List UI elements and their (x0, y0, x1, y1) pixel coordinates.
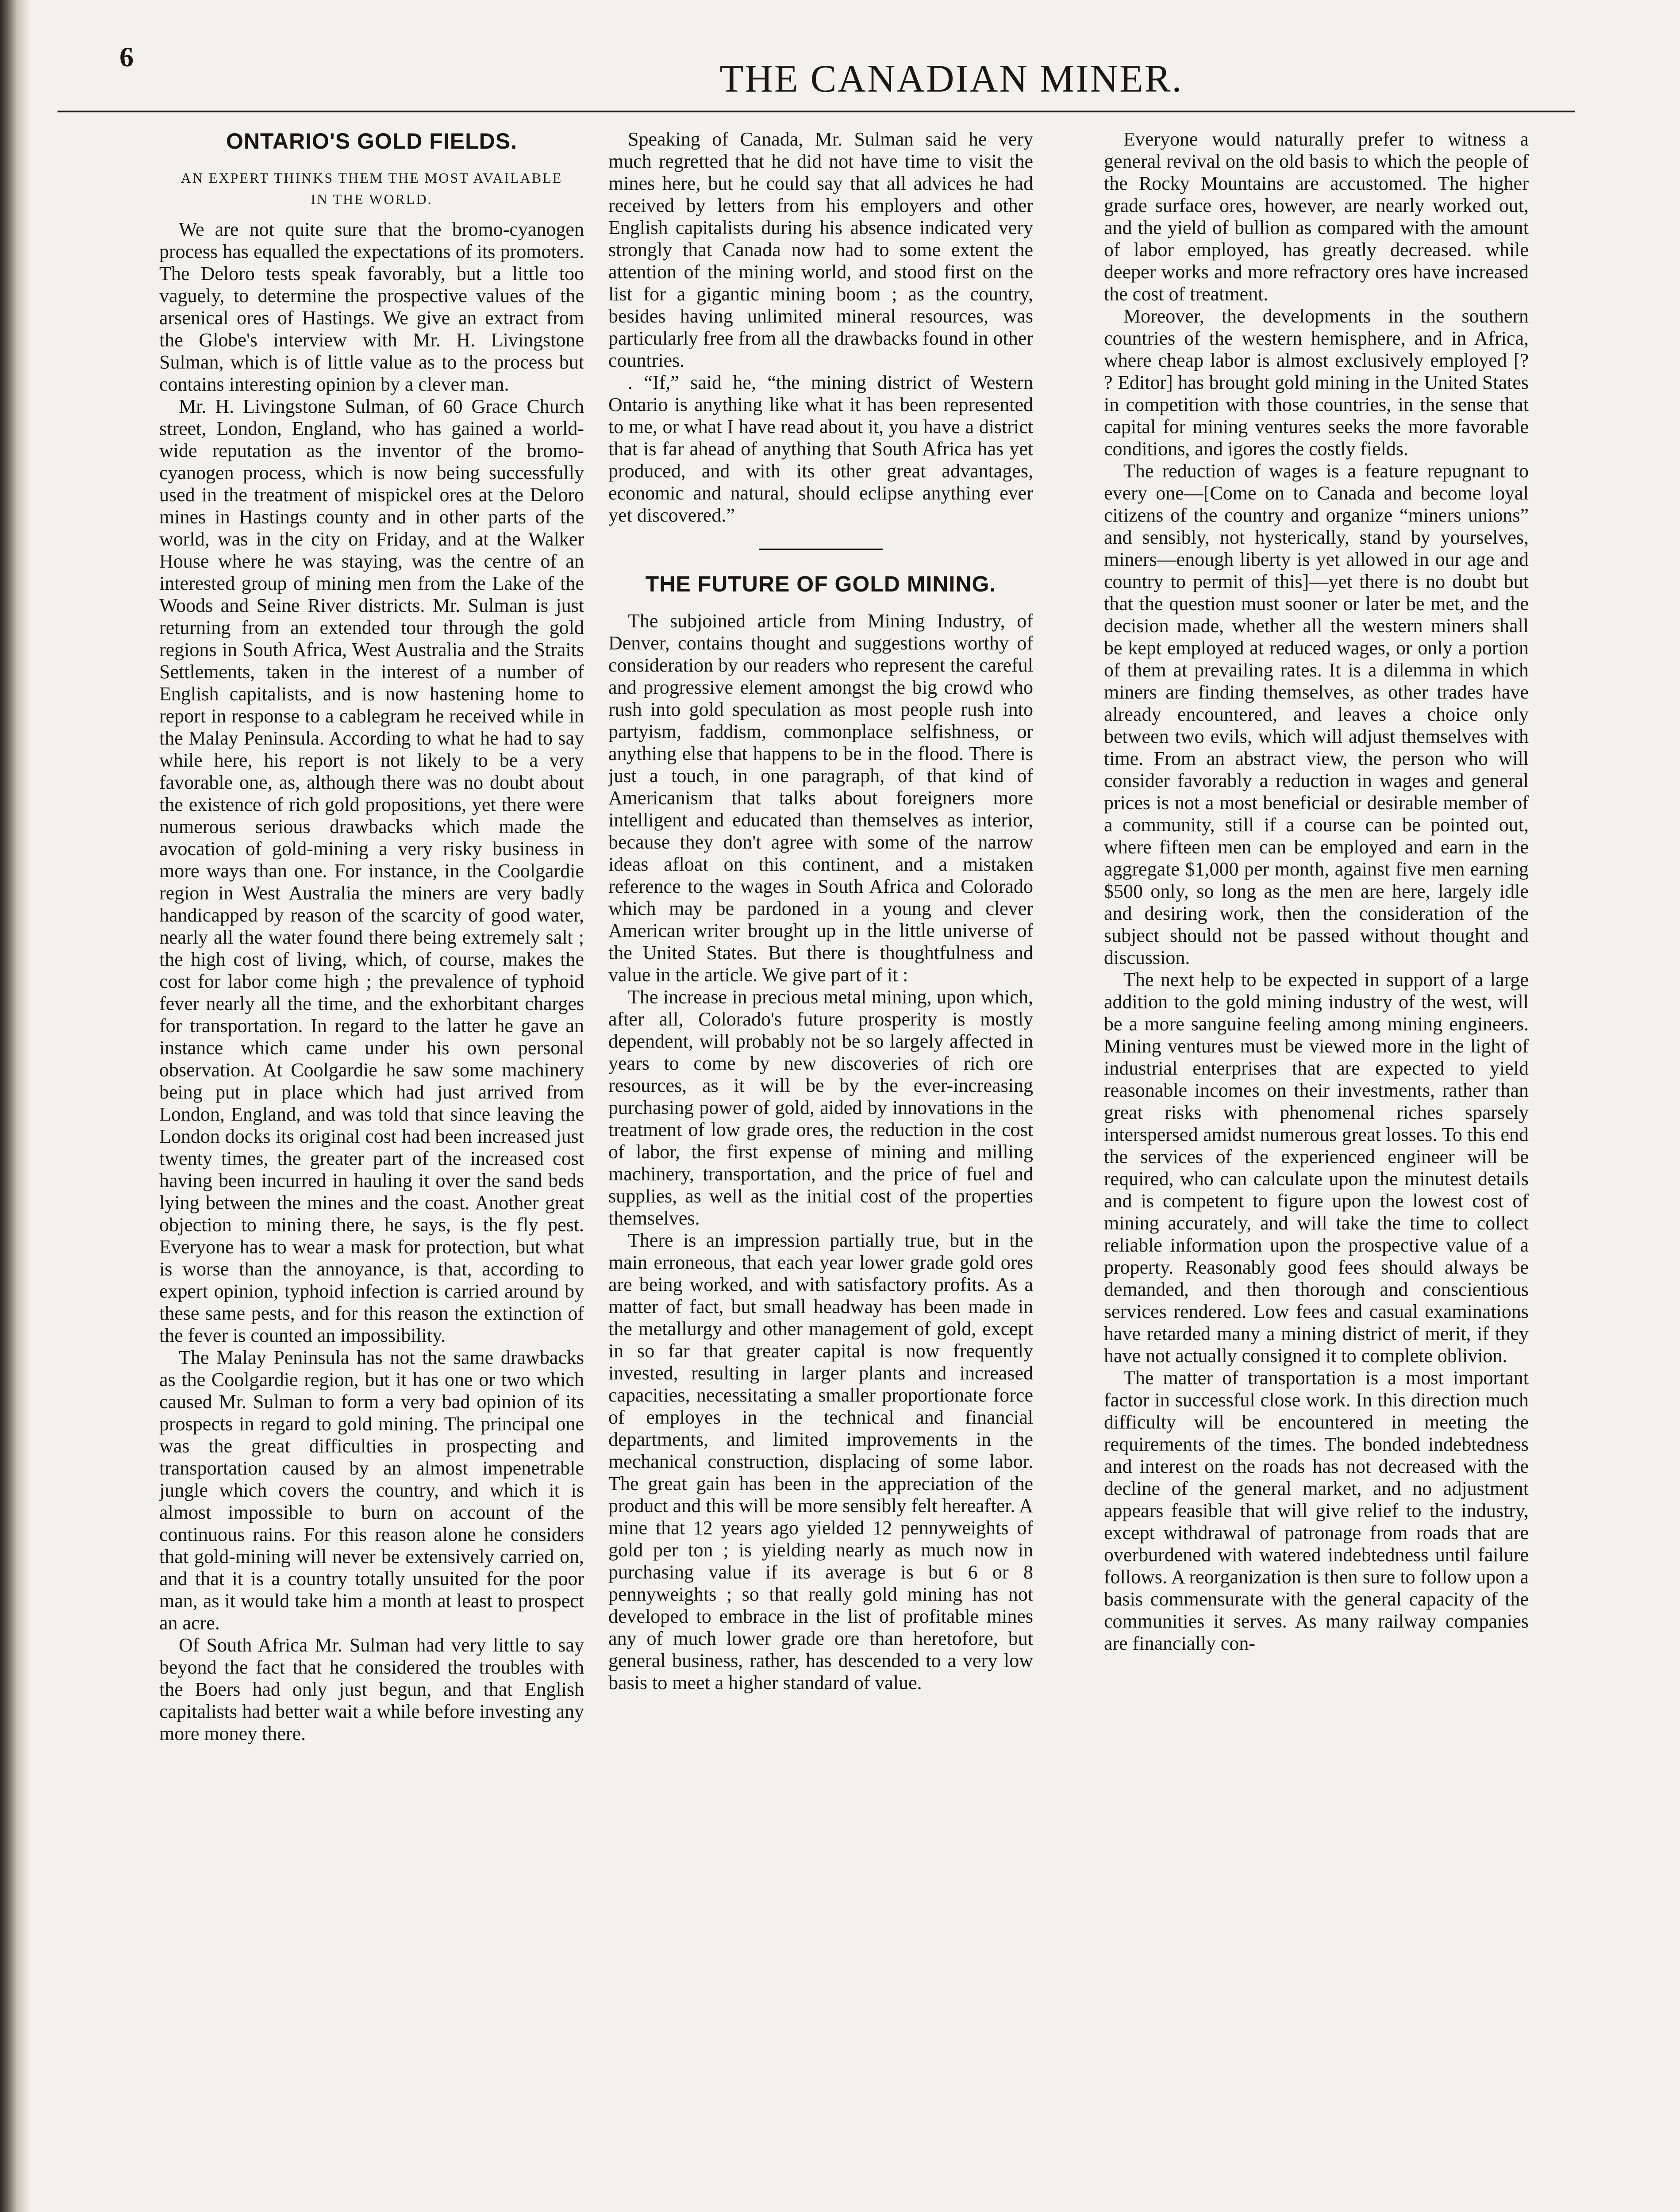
running-head: THE CANADIAN MINER. (719, 58, 1183, 100)
paragraph: Moreover, the developments in the southern countries of the western hemisphere, and in Africa, where cheap labor is almost exclusively employed [? ? Editor] has brought gold mining in the United States in competition with those countries, in the sense that capital for mining ventures seeks the more favorable conditions, and igores the costly fields. (1104, 305, 1529, 460)
article-title: THE FUTURE OF GOLD MINING. (645, 572, 996, 596)
paragraph: The next help to be expected in support of a large addition to the gold mining industry of the west, will be a more sanguine feeling among mining engineers. Mining ventures must be viewed more in the light of industrial enterprises that are expected to yield reasonable incomes on their investments, rather than great risks with phenomenal riches sparsely interspersed amidst numerous great losses. To this end the services of the experienced engineer will be required, who can calculate upon the minutest details and is competent to figure upon the lowest cost of mining accurately, and will take the time to collect reliable information upon the prospective value of a property. Reasonably good fees should always be demanded, and then thorough and conscientious services rendered. Low fees and casual examinations have retarded many a mining district of merit, if they have not actually consigned it to complete oblivion. (1104, 969, 1529, 1367)
paragraph: We are not quite sure that the bromo-cyanogen process has equalled the expectations of its promoters. The Deloro tests speak favorably, but a little too vaguely, to determine the prospective values of the arsenical ores of Hastings. We give an extract from the Globe's interview with Mr. H. Livingstone Sulman, which is of little value as to the process but contains interesting opinion by a clever man. (159, 219, 584, 395)
article-title: ONTARIO'S GOLD FIELDS. (226, 129, 517, 154)
paragraph: There is an impression partially true, but in the main erroneous, that each year lower grade gold ores are being worked, and with satisfactory profits. As a matter of fact, but small headway has been made in the metallurgy and other management of gold, except in so far that greater capital is now frequently invested, resulting in larger plants and increased capacities, necessitating a smaller proportionate force of employes in the technical and financial departments, and limited improvements in the mechanical construction, displacing of some labor. The great gain has been in the appreciation of the product and this will be more sensibly felt hereafter. A mine that 12 years ago yielded 12 pennyweights of gold per ton ; is yielding nearly as much now in purchasing value if its average is but 6 or 8 pennyweights ; so that really gold mining has not developed to embrace in the list of profitable mines any of much lower grade ore than heretofore, but general business, rather, has descended to a very low basis to meet a higher standard of value. (608, 1229, 1033, 1694)
paragraph: Mr. H. Livingstone Sulman, of 60 Grace Church street, London, England, who has gained a world-wide reputation as the inventor of the bromo-cyanogen process, which is now being successfully used in the treatment of mispickel ores at the Deloro mines in Hastings county and in other parts of the world, was in the city on Friday, and at the Walker House where he was staying, was the centre of an interested group of mining men from the Lake of the Woods and Seine River districts. Mr. Sulman is just returning from an extended tour through the gold regions in South Africa, West Australia and the Straits Settlements, taken in the interest of a number of English capitalists, and is now hastening home to report in response to a cablegram he received while in the Malay Peninsula. According to what he had to say while here, his report is not likely to be a very favorable one, as, although there was no doubt about the existence of rich gold propositions, yet there were numerous serious drawbacks which made the avocation of gold-mining a very risky business in more ways than one. For instance, in the Coolgardie region in West Australia the miners are very badly handicapped by reason of the scarcity of good water, nearly all the water found there being extremely salt ; the high cost of living, which, of course, makes the cost for labor come high ; the prevalence of typhoid fever nearly all the time, and the exhorbitant charges for transportation. In regard to the latter he gave an instance which came under his own personal observation. At Coolgardie he saw some machinery being put in place which had just arrived from London, England, and was told that since leaving the London docks its original cost had been increased just twenty times, the greater part of the increased cost having been incurred in hauling it over the sand beds lying between the mines and the coast. Another great objection to mining there, he says, is the fly pest. Everyone has to wear a mask for protection, but what is worse than the annoyance, is that, according to expert opinion, typhoid infection is carried around by these same pests, and for this reason the extinction of the fever is counted an impossibility. (159, 396, 584, 1346)
paragraph: The reduction of wages is a feature repugnant to every one—[Come on to Canada and become loyal citizens of the country and organize “miners unions” and sensibly, not hysterically, stand by yourselves, miners—enough liberty is yet allowed in our age and country to permit of this]—yet there is no doubt but that the question must sooner or later be met, and the decision made, whether all the western miners shall be kept employed at reduced wages, or only a portion of them at prevailing rates. It is a dilemma in which miners are finding themselves, as other trades have already encountered, and leaves a choice only between two evils, which will adjust themselves with time. From an abstract view, the person who will consider favorably a reduction in wages and general prices is not a most beneficial or desirable member of a community, still if a course can be pointed out, where fifteen men can be employed and earn in the aggregate $1,000 per month, against five men earning $500 only, so long as the men are here, largely idle and desiring work, then the consideration of the subject should not be passed without thought and discussion. (1104, 460, 1529, 968)
section-divider (759, 549, 883, 550)
paragraph: Everyone would naturally prefer to witness a general revival on the old basis to which the people of the Rocky Mountains are accustomed. The higher grade surface ores, however, are nearly worked out, and the yield of bullion as compared with the amount of labor employed, has greatly decreased. while deeper works and more refractory ores have increased the cost of treatment. (1104, 128, 1529, 305)
paragraph: The matter of transportation is a most important factor in successful close work. In this direction much difficulty will be encountered in meeting the requirements of the times. The bonded indebtedness and interest on the roads has not decreased with the decline of the general market, and no adjustment appears feasible that will give relief to the industry, except withdrawal of patronage from roads that are overburdened with watered indebtedness until failure follows. A reorganization is then sure to follow upon a basis commensurate with the general capacity of the communities it serves. As many railway companies are financially con- (1104, 1367, 1529, 1654)
header-rule (58, 111, 1575, 112)
paragraph: Speaking of Canada, Mr. Sulman said he very much regretted that he did not have time to visit the mines here, but he could say that all advices he had received by letters from his employers and other English capitalists during his absence indicated very strongly that Canada now had to some extent the attention of the mining world, and stood first on the list for a gigantic mining boom ; as the country, besides having unlimited mineral resources, was particularly free from all the drawbacks found in other countries. (608, 128, 1033, 371)
article-subhead: AN EXPERT THINKS THEM THE MOST AVAILABLE IN THE WORLD. (181, 170, 563, 207)
column-3 (1104, 128, 1529, 2212)
paragraph: . “If,” said he, “the mining district of Western Ontario is anything like what it has been represented to me, or what I have read about it, you have a district that is far ahead of anything that South Africa has yet produced, and with its other great advantages, economic and natural, should eclipse anything ever yet discovered.” (608, 372, 1033, 526)
paragraph: The Malay Peninsula has not the same drawbacks as the Coolgardie region, but it has one or two which caused Mr. Sulman to form a very bad opinion of its prospects in regard to gold mining. The principal one was the great difficulties in prospecting and transportation caused by an almost impenetrable jungle which covers the country, and which it is almost impossible to burn on account of the continuous rains. For this reason alone he considers that gold-mining will never be extensively carried on, and that it is a country totally unsuited for the poor man, as it would take him a month at least to prospect an acre. (159, 1347, 584, 1634)
page-number: 6 (119, 41, 134, 73)
page-edge-shadow (0, 0, 31, 2212)
column-1 (159, 128, 584, 2212)
column-2 (608, 128, 1033, 2212)
paragraph: The increase in precious metal mining, upon which, after all, Colorado's future prosperity is mostly dependent, will probably not be so largely affected in years to come by new discoveries of rich ore resources, as it will be by the ever-increasing purchasing power of gold, aided by innovations in the treatment of low grade ores, the reduction in the cost of labor, the first expense of mining and milling machinery, transportation, and the price of fuel and supplies, as well as the initial cost of the properties themselves. (608, 986, 1033, 1229)
paragraph: The subjoined article from Mining Industry, of Denver, contains thought and suggestions worthy of consideration by our readers who represent the careful and progressive element amongst the big crowd who rush into gold speculation as most people rush into partyism, faddism, commonplace selfishness, or anything else that happens to be in the flood. There is just a touch, in one paragraph, of that kind of Americanism that talks about foreigners more intelligent and educated than themselves as interior, because they don't agree with some of the narrow ideas afloat on this continent, and a mistaken reference to the wages in South Africa and Colorado which may be pardoned in a young and clever American writer brought up in the little universe of the United States. But there is thoughtfulness and value in the article. We give part of it : (608, 610, 1033, 986)
paragraph: Of South Africa Mr. Sulman had very little to say beyond the fact that he considered the troubles with the Boers had only just begun, and that English capitalists had better wait a while before investing any more money there. (159, 1634, 584, 1744)
